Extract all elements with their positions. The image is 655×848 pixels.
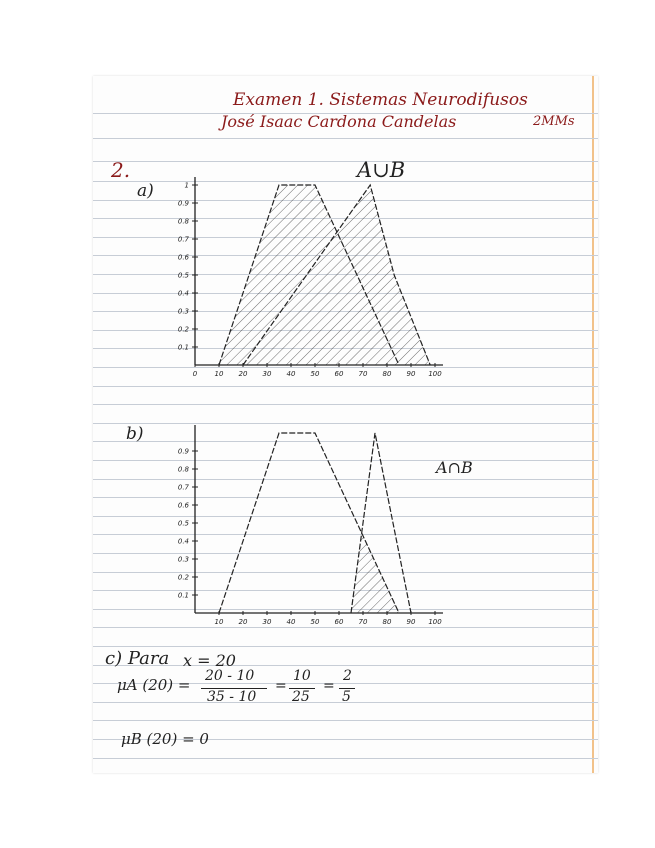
part-c-label: c) Para	[105, 648, 170, 669]
ruled-line	[93, 720, 598, 721]
y-tick-label: 0.6	[177, 253, 189, 262]
y-tick-label: 0.4	[177, 289, 189, 298]
union-label: A∪B	[357, 158, 406, 182]
y-tick-label: 0.9	[177, 447, 189, 456]
ruled-line	[93, 161, 598, 162]
x-tick-label: 0	[192, 370, 198, 378]
group-label: 2MMs	[533, 114, 575, 129]
intersection-label: A∩B	[436, 458, 473, 477]
intersection-chart	[163, 411, 483, 626]
ruled-line	[93, 386, 598, 387]
x-tick-label: 10	[214, 370, 224, 378]
x-tick-label: 70	[358, 618, 368, 626]
y-tick-label: 0.1	[177, 591, 189, 600]
x-tick-label: 40	[286, 370, 296, 378]
y-tick-label: 0.7	[177, 235, 189, 244]
y-tick-label: 1	[184, 181, 189, 190]
fraction3-numerator: 2	[343, 668, 352, 684]
y-tick-label: 0.2	[177, 325, 189, 334]
exam-title: Examen 1. Sistemas Neurodifusos	[233, 90, 528, 110]
y-tick-label: 0.8	[177, 217, 189, 226]
equals-sign-1: =	[275, 678, 287, 694]
part-a-label: a)	[137, 181, 154, 201]
x-tick-label: 60	[334, 618, 344, 626]
union-chart	[163, 171, 483, 376]
x-tick-label: 60	[334, 370, 344, 378]
mu-b-line: μB (20) = 0	[121, 730, 209, 748]
y-tick-label: 0.1	[177, 343, 189, 352]
y-tick-label: 0.6	[177, 501, 189, 510]
shaded-region	[195, 185, 435, 365]
x-tick-label: 30	[262, 618, 272, 626]
y-tick-label: 0.7	[177, 483, 189, 492]
fraction2-denominator: 25	[292, 689, 310, 705]
mu-a-label: μA (20) =	[117, 676, 191, 694]
ruled-line	[93, 646, 598, 647]
notebook-page	[93, 76, 598, 773]
x-tick-label: 80	[382, 370, 392, 378]
ruled-line	[93, 138, 598, 139]
ruled-line	[93, 627, 598, 628]
ruled-line	[93, 404, 598, 405]
y-tick-label: 0.3	[177, 555, 189, 564]
x-tick-label: 100	[428, 618, 442, 626]
part-b-label: b)	[126, 424, 144, 444]
y-tick-label: 0.5	[177, 271, 189, 280]
x-tick-label: 50	[310, 370, 320, 378]
fraction3-denominator: 5	[342, 689, 351, 705]
x-tick-label: 90	[406, 370, 416, 378]
ruled-line	[93, 758, 598, 759]
problem-number: 2.	[111, 158, 131, 182]
fraction1-numerator: 20 - 10	[205, 668, 255, 684]
y-tick-label: 0.4	[177, 537, 189, 546]
y-tick-label: 0.5	[177, 519, 189, 528]
y-tick-label: 0.2	[177, 573, 189, 582]
y-tick-label: 0.3	[177, 307, 189, 316]
fraction1-denominator: 35 - 10	[207, 689, 257, 705]
x-tick-label: 50	[310, 618, 320, 626]
x-tick-label: 40	[286, 618, 296, 626]
fraction2-numerator: 10	[293, 668, 311, 684]
x-tick-label: 70	[358, 370, 368, 378]
x-tick-label: 100	[428, 370, 442, 378]
x-tick-label: 30	[262, 370, 272, 378]
y-tick-label: 0.8	[177, 465, 189, 474]
x-tick-label: 20	[238, 370, 248, 378]
x-value: x = 20	[183, 651, 236, 670]
y-tick-label: 0.9	[177, 199, 189, 208]
author-name: José Isaac Cardona Candelas	[221, 112, 457, 131]
x-tick-label: 80	[382, 618, 392, 626]
x-tick-label: 10	[214, 618, 224, 626]
equals-sign-2: =	[323, 678, 335, 694]
x-tick-label: 90	[406, 618, 416, 626]
x-tick-label: 20	[238, 618, 248, 626]
shaded-region	[195, 533, 435, 613]
